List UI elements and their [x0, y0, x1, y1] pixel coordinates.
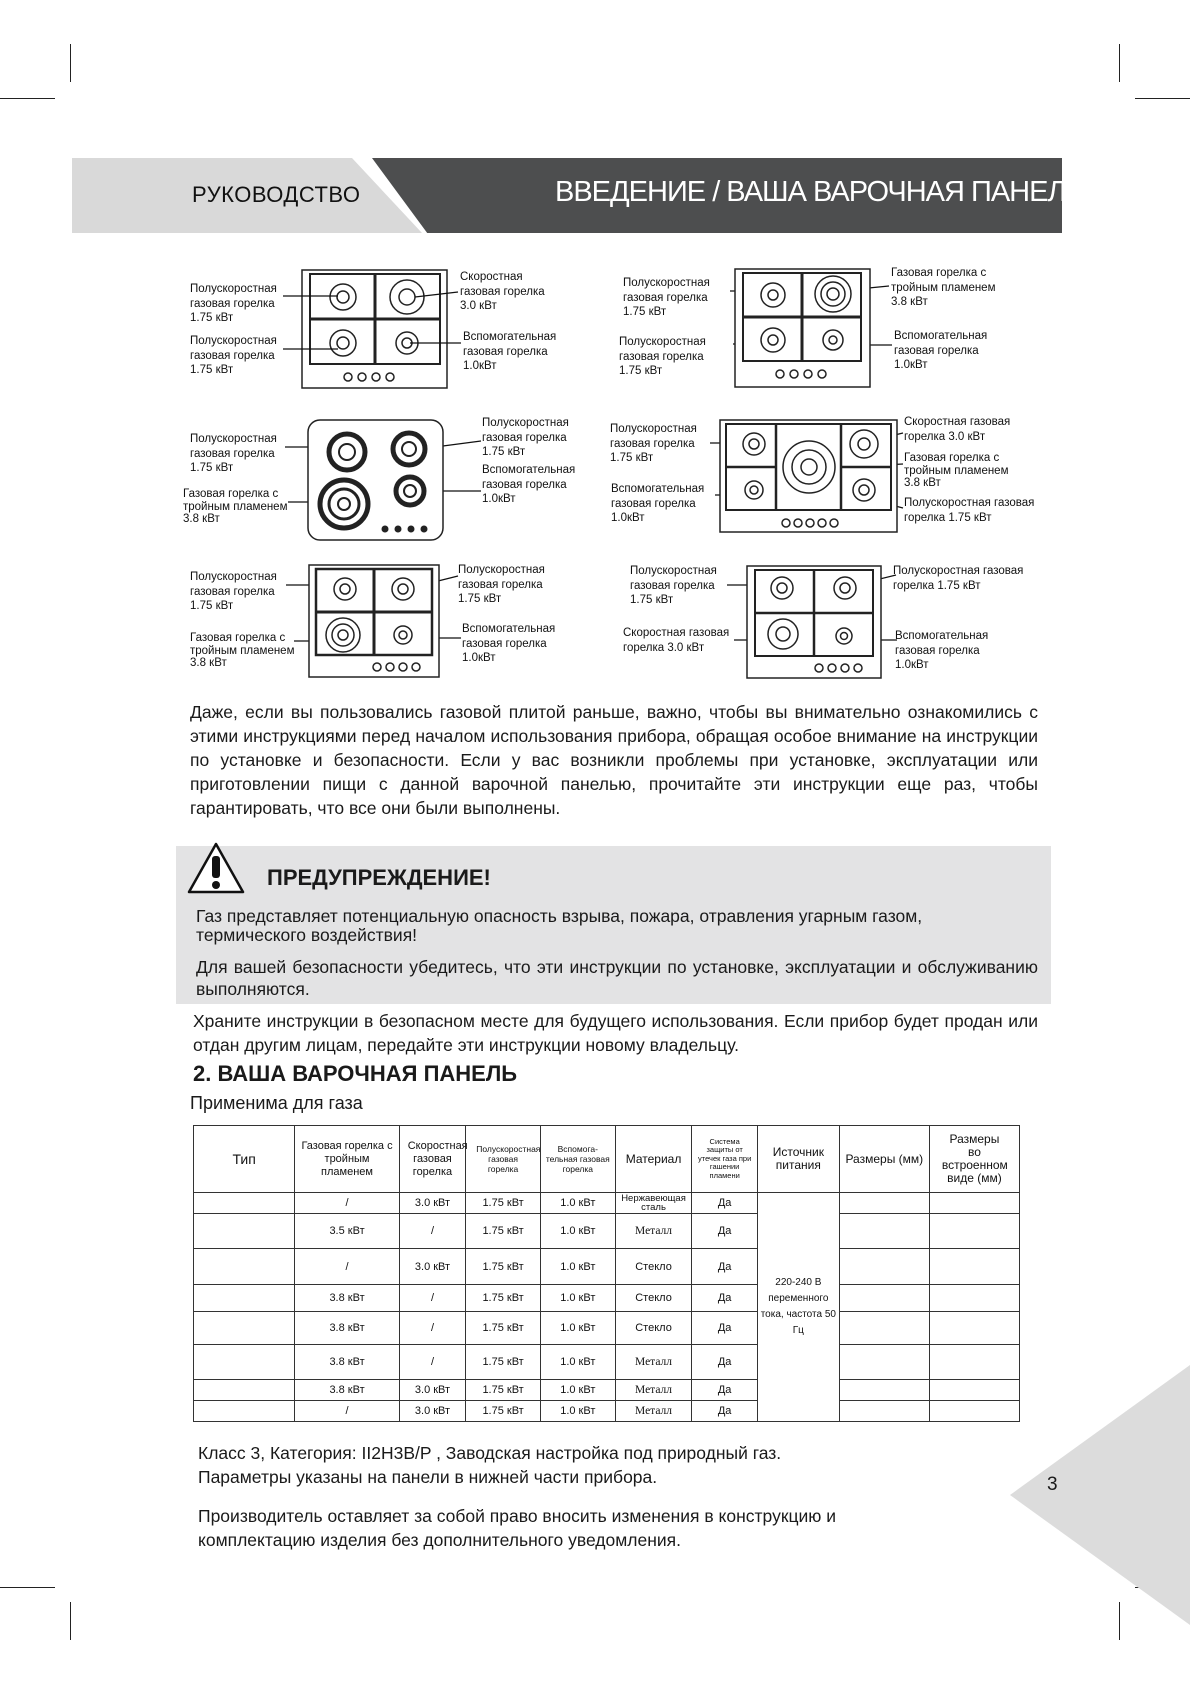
type-cell: [194, 1380, 295, 1401]
hob-diagram-2: [733, 267, 873, 392]
spec-table: [193, 1125, 1020, 1422]
table-header: Тип: [194, 1126, 295, 1193]
type-cell: [194, 1193, 295, 1214]
cell: Металл: [615, 1214, 692, 1249]
footer-class-info: [198, 1441, 781, 1489]
crop-mark: [1119, 1602, 1120, 1640]
cell: Стекло: [615, 1312, 692, 1345]
burner-label: Полускоростная газовая горелка 1.75 кВт: [623, 277, 710, 318]
cell: [929, 1214, 1019, 1249]
cell: Стекло: [615, 1249, 692, 1285]
warning-title: ПРЕДУПРЕЖДЕНИЕ!: [267, 865, 491, 890]
cell: 3.5 кВт: [295, 1214, 399, 1249]
burner-label: Газовая горелка с тройным пламенем 3.8 кВт: [904, 452, 1009, 489]
burner-label: Полускоростная газовая горелка 1.75 кВт: [458, 564, 545, 605]
section-title: 2. ВАША ВАРОЧНАЯ ПАНЕЛЬ: [193, 1061, 518, 1086]
cell: [839, 1380, 929, 1401]
burner-label: Полускоростная газовая горелка 1.75 кВт: [619, 336, 706, 377]
burner-label: Полускоростная газовая горелка 1.75 кВт: [893, 565, 1024, 592]
cell: Да: [692, 1380, 758, 1401]
burner-label: Вспомогательная газовая горелка 1.0кВт: [462, 623, 556, 664]
warning-icon: [186, 840, 246, 896]
burner-label: Полускоростная газовая горелка 1.75 кВт: [190, 283, 277, 324]
burner-label: Вспомогательная газовая горелка 1.0кВт: [482, 464, 576, 505]
table-row: [194, 1312, 1020, 1345]
hob-diagram-3: [306, 418, 446, 543]
cell: Да: [692, 1312, 758, 1345]
cell: 3.0 кВт: [399, 1401, 466, 1422]
table-header: Размеры (мм): [839, 1126, 929, 1193]
table-row: [194, 1214, 1020, 1249]
type-cell: [194, 1345, 295, 1380]
cell: /: [399, 1345, 466, 1380]
cell: [929, 1312, 1019, 1345]
table-row: [194, 1249, 1020, 1285]
cell: [839, 1214, 929, 1249]
burner-label: Вспомогательная газовая горелка 1.0кВт: [894, 330, 988, 371]
cell: Да: [692, 1214, 758, 1249]
cell: /: [295, 1401, 399, 1422]
hob-diagram-6: [745, 564, 885, 682]
cell: 1.0 кВт: [540, 1214, 615, 1249]
hob-diagram-5: [307, 563, 442, 681]
keep-instructions-paragraph: Храните инструкции в безопасном месте для будущего использования. Если прибор будет продан или отдан другим лицам, передайте эти инструкции новому владельцу.: [193, 1011, 1038, 1055]
cell: /: [399, 1312, 466, 1345]
cell: 3.8 кВт: [295, 1285, 399, 1312]
cell: [929, 1285, 1019, 1312]
header-left-title: РУКОВОДСТВО: [192, 182, 361, 207]
cell: Да: [692, 1193, 758, 1214]
table-header: Вспомога- тельная газовая горелка: [540, 1126, 615, 1193]
footer-line: Класс 3, Категория: II2H3B/P , Заводская настройка под природный газ.: [198, 1443, 782, 1463]
table-header: Система защиты от утечек газа при гашении пламени: [692, 1126, 758, 1193]
cell: [929, 1345, 1019, 1380]
cell: 1.0 кВт: [540, 1285, 615, 1312]
cell: 1.0 кВт: [540, 1312, 615, 1345]
cell: /: [399, 1214, 466, 1249]
cell: Стекло: [615, 1285, 692, 1312]
cell: /: [295, 1249, 399, 1285]
cell: 3.8 кВт: [295, 1345, 399, 1380]
cell: 1.75 кВт: [466, 1249, 541, 1285]
cell: 3.0 кВт: [399, 1380, 466, 1401]
cell: [929, 1249, 1019, 1285]
burner-label: Полускоростная газовая горелка 1.75 кВт: [190, 335, 277, 376]
cell: Металл: [615, 1380, 692, 1401]
cell: Металл: [615, 1345, 692, 1380]
burner-label: Вспомогательная газовая горелка 1.0кВт: [463, 331, 557, 372]
cell: [929, 1193, 1019, 1214]
burner-label: Полускоростная газовая горелка 1.75 кВт: [630, 565, 717, 606]
type-cell: [194, 1285, 295, 1312]
burner-label: Скоростная газовая горелка 3.0 кВт: [623, 627, 730, 654]
warning-text: Для вашей безопасности убедитесь, что эти инструкции по установке, эксплуатации и обслуживанию выполняются.: [196, 957, 1038, 999]
type-cell: [194, 1214, 295, 1249]
burner-label: Вспомогательная газовая горелка 1.0кВт: [895, 630, 989, 671]
cell: [839, 1345, 929, 1380]
section-subtitle: Применима для газа: [190, 1093, 363, 1113]
table-header: Полускоростная газовая горелка: [466, 1126, 541, 1193]
cell: [839, 1312, 929, 1345]
cell: 1.75 кВт: [466, 1312, 541, 1345]
cell: 1.0 кВт: [540, 1401, 615, 1422]
cell: 3.0 кВт: [399, 1193, 466, 1214]
warning-text: Газ представляет потенциальную опасность взрыва, пожара, отравления угарным газом, термического воздействия!: [196, 906, 923, 945]
cell: Да: [692, 1401, 758, 1422]
table-header: Размеры во встроенном виде (мм): [929, 1126, 1019, 1193]
table-header: Источник питания: [757, 1126, 839, 1193]
cell: /: [295, 1193, 399, 1214]
page-number: 3: [1047, 1474, 1058, 1495]
burner-label: Полускоростная газовая горелка 1.75 кВт: [190, 571, 277, 612]
table-header: Скоростная газовая горелка: [399, 1126, 466, 1193]
cell: [839, 1401, 929, 1422]
cell: Да: [692, 1285, 758, 1312]
cell: Да: [692, 1249, 758, 1285]
table-row: [194, 1345, 1020, 1380]
header-right-title: ВВЕДЕНИЕ / ВАША ВАРОЧНАЯ ПАНЕЛЬ: [555, 176, 1084, 208]
cell: Металл: [615, 1401, 692, 1422]
cell: 1.0 кВт: [540, 1193, 615, 1214]
leader-lines: [0, 0, 1190, 700]
cell: [839, 1193, 929, 1214]
burner-label: Полускоростная газовая горелка 1.75 кВт: [482, 417, 569, 458]
cell: [839, 1285, 929, 1312]
burner-label: Полускоростная газовая горелка 1.75 кВт: [190, 433, 277, 474]
burner-label: Полускоростная газовая горелка 1.75 кВт: [904, 497, 1035, 524]
power-cell: 220-240 В переменного тока, частота 50 Гц: [757, 1193, 839, 1422]
cell: 1.75 кВт: [466, 1214, 541, 1249]
cell: Нержавеющая сталь: [615, 1193, 692, 1214]
cell: 1.75 кВт: [466, 1193, 541, 1214]
cell: 1.75 кВт: [466, 1380, 541, 1401]
type-cell: [194, 1312, 295, 1345]
cell: 1.75 кВт: [466, 1285, 541, 1312]
table-header: Материал: [615, 1126, 692, 1193]
cell: 3.8 кВт: [295, 1312, 399, 1345]
footer-line: Параметры указаны на панели в нижней части прибора.: [198, 1467, 658, 1487]
cell: [839, 1249, 929, 1285]
burner-label: Полускоростная газовая горелка 1.75 кВт: [610, 423, 697, 464]
hob-diagram-4: [718, 418, 900, 536]
cell: 1.75 кВт: [466, 1345, 541, 1380]
table-row: [194, 1193, 1020, 1214]
burner-label: Газовая горелка с тройным пламенем 3.8 кВт: [891, 267, 996, 308]
burner-label: Вспомогательная газовая горелка 1.0кВт: [611, 483, 705, 524]
type-cell: [194, 1401, 295, 1422]
cell: 3.8 кВт: [295, 1380, 399, 1401]
cell: [929, 1401, 1019, 1422]
burner-label: Скоростная газовая горелка 3.0 кВт: [460, 271, 545, 312]
burner-label: Скоростная газовая горелка 3.0 кВт: [904, 416, 1011, 443]
crop-mark: [70, 1602, 71, 1640]
table-row: [194, 1380, 1020, 1401]
cell: 1.0 кВт: [540, 1345, 615, 1380]
type-cell: [194, 1249, 295, 1285]
cell: [929, 1380, 1019, 1401]
table-row: [194, 1285, 1020, 1312]
intro-paragraph: Даже, если вы пользовались газовой плитой раньше, важно, чтобы вы внимательно ознакомились с этими инструкциями перед началом использования прибора, обращая особое внимание на инструкции по установке и безопасности. Если у вас возникли проблемы при установке, эксплуатации или приготовлении пищи с данной варочной панелью, прочитайте эти инструкции еще раз, чтобы гарантировать, что все они были выполнены.: [190, 702, 1038, 818]
cell: 1.0 кВт: [540, 1249, 615, 1285]
cell: 1.0 кВт: [540, 1380, 615, 1401]
table-header: Газовая горелка с тройным пламенем: [295, 1126, 399, 1193]
cell: 3.0 кВт: [399, 1249, 466, 1285]
page-corner-tab: [1010, 1365, 1190, 1625]
burner-label: Газовая горелка с тройным пламенем 3.8 кВт: [183, 488, 288, 525]
burner-label: Газовая горелка с тройным пламенем 3.8 кВт: [190, 632, 295, 669]
crop-mark: [0, 1587, 55, 1588]
footer-disclaimer: Производитель оставляет за собой право вносить изменения в конструкцию и комплектацию изделия без дополнительного уведомления.: [198, 1506, 837, 1550]
cell: 1.75 кВт: [466, 1401, 541, 1422]
table-row: [194, 1401, 1020, 1422]
cell: Да: [692, 1345, 758, 1380]
cell: /: [399, 1285, 466, 1312]
